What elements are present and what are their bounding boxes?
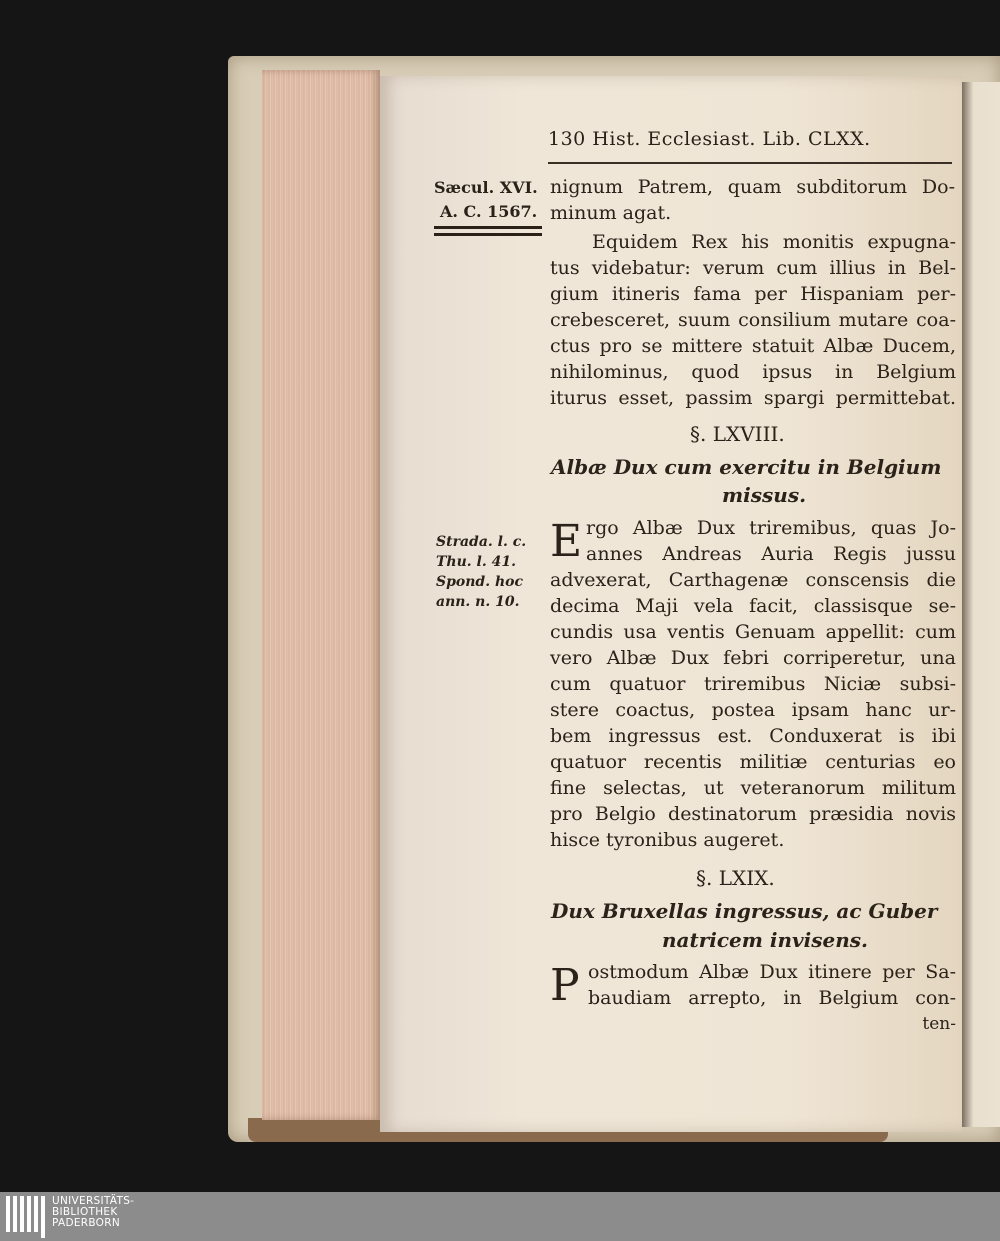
- text-line: crebesceret, suum consilium mutare coa-: [550, 309, 956, 331]
- text-line: bem ingressus est. Conduxerat is ibi: [550, 725, 956, 747]
- text-line: minum agat.: [550, 202, 672, 224]
- text-line: ctus pro se mittere statuit Albæ Ducem,: [550, 335, 956, 357]
- margin-ref: Strada. l. c.: [436, 534, 527, 550]
- drop-capital: E: [550, 516, 583, 567]
- facing-page-edge: [962, 82, 1000, 1127]
- text-line: fine selectas, ut veteranorum militum: [550, 777, 956, 799]
- logo-text-line: PADERBORN: [52, 1217, 120, 1229]
- library-logo-icon: [6, 1196, 46, 1238]
- text-line: stere coactus, postea ipsam hanc ur-: [550, 699, 956, 721]
- header-rule: [548, 162, 952, 164]
- logo-text-line: BIBLIOTHEK: [52, 1206, 118, 1218]
- logo-text-line: UNIVERSITÄTS-: [52, 1195, 135, 1207]
- page-block-edges: [262, 70, 380, 1120]
- margin-rule-1: [434, 226, 542, 229]
- margin-ref: ann. n. 10.: [436, 594, 520, 610]
- text-line: quatuor recentis militiæ centurias eo: [550, 751, 956, 773]
- text-line: rgo Albæ Dux triremibus, quas Jo-: [586, 517, 956, 539]
- catchword: ten-: [922, 1014, 956, 1034]
- text-line: Equidem Rex his monitis expugna-: [592, 231, 956, 253]
- text-line: gium itineris fama per Hispaniam per-: [550, 283, 956, 305]
- margin-century: Sæcul. XVI.: [434, 178, 538, 197]
- text-line: pro Belgio destinatorum præsidia novis: [550, 803, 956, 825]
- footer-bar: [0, 1192, 1000, 1241]
- text-line: nihilominus, quod ipsus in Belgium: [550, 361, 956, 383]
- running-header: 130 Hist. Ecclesiast. Lib. CLXX.: [548, 128, 871, 150]
- text-line: vero Albæ Dux febri corriperetur, una: [550, 647, 956, 669]
- section-number: §. LXIX.: [696, 866, 775, 890]
- margin-rule-2: [434, 233, 542, 236]
- text-line: cum quatuor triremibus Niciæ subsi-: [550, 673, 956, 695]
- section-title: natricem invisens.: [662, 928, 869, 952]
- text-line: cundis usa ventis Genuam appellit: cum: [550, 621, 956, 643]
- text-line: decima Maji vela facit, classisque se-: [550, 595, 956, 617]
- text-line: nignum Patrem, quam subditorum Do-: [550, 176, 955, 198]
- margin-year: A. C. 1567.: [440, 202, 538, 221]
- drop-capital: P: [550, 960, 580, 1011]
- text-line: advexerat, Carthagenæ conscensis die: [550, 569, 956, 591]
- section-title: missus.: [722, 483, 807, 507]
- section-number: §. LXVIII.: [690, 422, 785, 446]
- text-line: hisce tyronibus augeret.: [550, 829, 785, 851]
- text-line: iturus esset, passim spargi permittebat.: [550, 387, 956, 409]
- text-line: annes Andreas Auria Regis jussu: [586, 543, 956, 565]
- section-title: Albæ Dux cum exercitu in Belgium: [551, 455, 942, 479]
- margin-ref: Thu. l. 41.: [436, 554, 516, 570]
- section-title: Dux Bruxellas ingressus, ac Guber: [551, 899, 938, 923]
- margin-ref: Spond. hoc: [436, 574, 523, 590]
- text-line: tus videbatur: verum cum illius in Bel-: [550, 257, 956, 279]
- text-line: baudiam arrepto, in Belgium con-: [588, 987, 956, 1009]
- text-line: ostmodum Albæ Dux itinere per Sa-: [588, 961, 956, 983]
